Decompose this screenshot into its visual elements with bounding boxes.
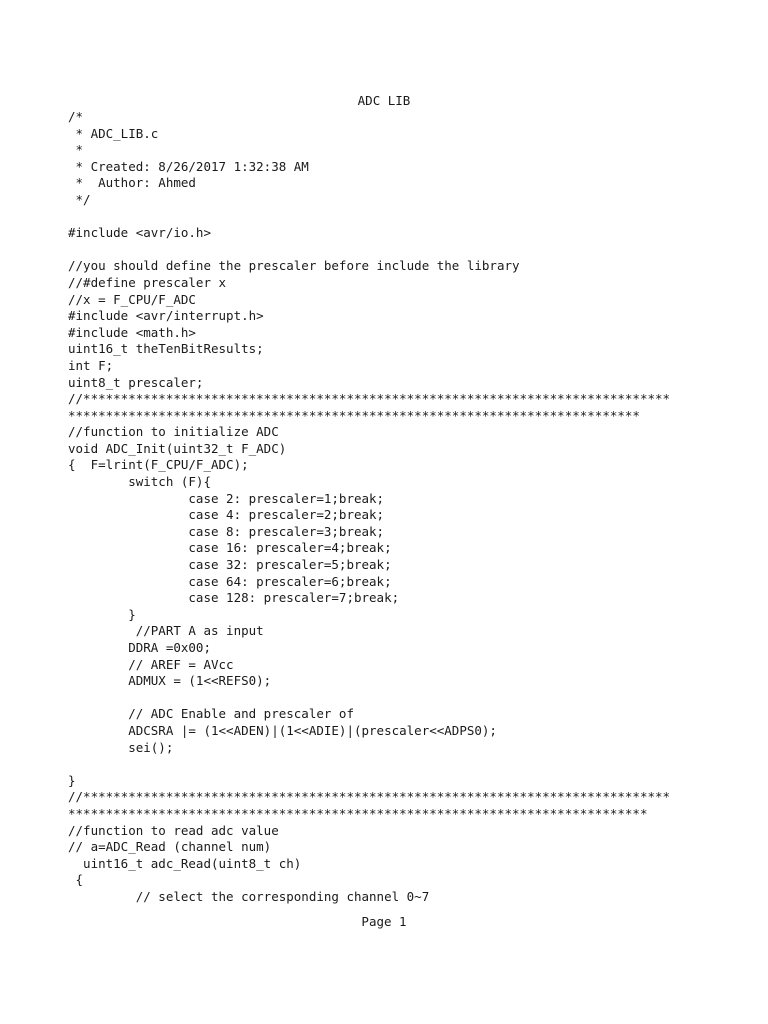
- code-line: //x = F_CPU/F_ADC: [68, 291, 196, 307]
- code-line: //PART A as input: [68, 623, 264, 639]
- code-line: * Author: Ahmed: [68, 175, 196, 191]
- code-line: }: [68, 606, 136, 622]
- page-number: Page 1: [361, 914, 407, 929]
- code-line: [68, 690, 758, 707]
- code-line: // AREF = AVcc: [68, 656, 234, 672]
- code-line: * Created: 8/26/2017 1:32:38 AM: [68, 158, 309, 174]
- code-line: case 32: prescaler=5;break;: [68, 557, 392, 573]
- code-line: //function to initialize ADC: [68, 424, 279, 440]
- code-line: *: [68, 142, 84, 158]
- code-line: {: [68, 872, 84, 888]
- code-line: DDRA =0x00;: [68, 640, 211, 655]
- code-line: //******************************************************************************: [68, 391, 671, 407]
- code-line: //you should define the prescaler before include the library: [68, 258, 520, 274]
- code-line: [68, 209, 758, 226]
- code-line: #include <avr/io.h>: [68, 225, 211, 241]
- code-line: case 2: prescaler=1;break;: [68, 490, 385, 506]
- code-line: *****************************************************************************: [68, 805, 648, 821]
- code-line: #include <math.h>: [68, 324, 196, 340]
- code-line: case 64: prescaler=6;break;: [68, 573, 392, 589]
- code-line: case 16: prescaler=4;break;: [68, 540, 392, 556]
- code-line: #include <avr/interrupt.h>: [68, 308, 264, 324]
- code-line: switch (F){: [68, 474, 211, 490]
- code-line: * ADC_LIB.c: [68, 125, 159, 141]
- code-listing: [68, 109, 758, 906]
- document-title: ADC LIB: [357, 93, 411, 108]
- code-line: sei();: [68, 739, 174, 755]
- code-line: [68, 242, 758, 259]
- code-line: /*: [68, 109, 84, 124]
- code-line: // select the corresponding channel 0~7: [68, 888, 430, 904]
- code-line: int F;: [68, 357, 114, 373]
- code-line: uint8_t prescaler;: [68, 374, 204, 390]
- code-line: ****************************************************************************: [68, 407, 640, 423]
- code-line: case 4: prescaler=2;break;: [68, 507, 385, 523]
- code-line: [68, 756, 758, 773]
- code-line: ADMUX = (1<<REFS0);: [68, 673, 272, 689]
- code-line: }: [68, 772, 76, 788]
- code-line: { F=lrint(F_CPU/F_ADC);: [68, 457, 249, 473]
- code-line: ADCSRA |= (1<<ADEN)|(1<<ADIE)|(prescaler<<ADPS0);: [68, 722, 497, 738]
- code-line: // ADC Enable and prescaler of: [68, 706, 354, 722]
- code-line: */: [68, 191, 91, 207]
- code-line: uint16_t adc_Read(uint8_t ch): [68, 855, 302, 871]
- code-line: case 128: prescaler=7;break;: [68, 590, 400, 606]
- code-line: uint16_t theTenBitResults;: [68, 341, 264, 357]
- code-line: case 8: prescaler=3;break;: [68, 523, 385, 539]
- code-line: //#define prescaler x: [68, 274, 227, 290]
- code-line: void ADC_Init(uint32_t F_ADC): [68, 440, 287, 456]
- code-line: //******************************************************************************: [68, 789, 671, 805]
- code-line: //function to read adc value: [68, 822, 279, 838]
- code-line: // a=ADC_Read (channel num): [68, 839, 272, 855]
